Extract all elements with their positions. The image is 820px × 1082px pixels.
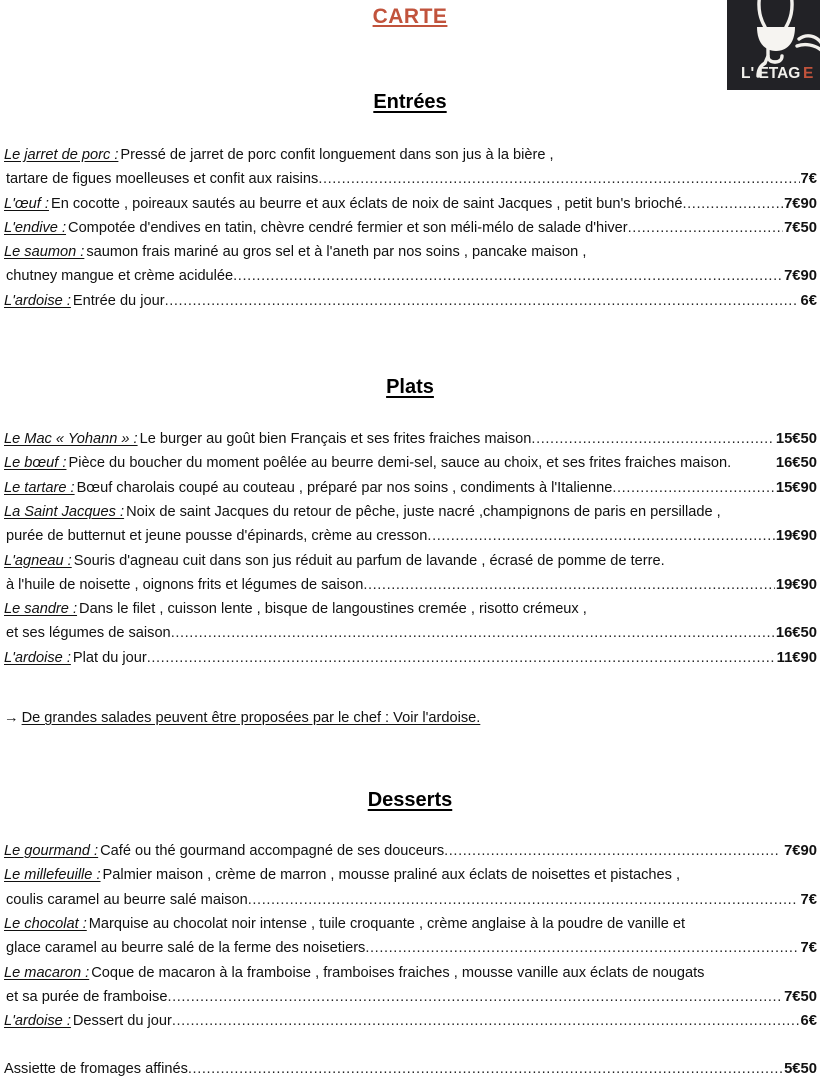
dish-description: saumon frais mariné au gros sel et à l'aneth par nos soins , pancake maison ,: [86, 244, 587, 261]
dish-price: 7€: [800, 940, 817, 957]
dish-description: Compotée d'endives en tatin, chèvre cendré fermier et son méli-mélo de salade d'hiver: [68, 219, 628, 236]
arrow-icon: →: [4, 710, 19, 727]
dish-description: Le burger au goût bien Français et ses frites fraiches maison: [139, 431, 532, 448]
dish-description: Plat du jour: [72, 649, 147, 666]
dish-description: coulis caramel au beurre salé maison: [6, 891, 248, 908]
menu-item-line: [4, 524, 817, 548]
dish-name: L'endive :: [4, 219, 67, 236]
dish-price: 7€50: [784, 219, 817, 236]
dish-name: Le tartare :: [4, 479, 75, 496]
dish-name: Le saumon :: [4, 244, 85, 261]
menu-item-line: [4, 216, 817, 240]
dot-leader: [612, 476, 774, 500]
menu-item-line: [4, 839, 817, 863]
dot-leader: [365, 936, 796, 960]
salad-note: [0, 706, 820, 730]
dot-leader: [171, 621, 775, 645]
menu-item-line: [4, 961, 817, 985]
dot-leader: [172, 1009, 800, 1033]
dish-description: glace caramel au beurre salé de la ferme des noisetiers: [6, 940, 366, 957]
dish-description: Marquise au chocolat noir intense , tuile croquante , crème anglaise à la poudre de vanille et: [88, 915, 686, 932]
dish-name: Le chocolat :: [4, 915, 87, 932]
dish-price: 6€: [800, 292, 817, 309]
menu-item-line: [4, 143, 817, 167]
menu-item-line: [4, 888, 817, 912]
dish-description: purée de butternut et jeune pousse d'épinards, crème au cresson: [6, 528, 428, 545]
dish-description: Entrée du jour: [72, 292, 165, 309]
dot-leader: [147, 646, 776, 670]
dish-name: Le sandre :: [4, 601, 78, 618]
menu-item-line: [4, 573, 817, 597]
dish-description: Dessert du jour: [72, 1013, 172, 1030]
dish-name: L'agneau :: [4, 552, 72, 569]
dish-price: 19€90: [775, 528, 817, 545]
dish-name: Le macaron :: [4, 964, 90, 981]
menu-item-line: [4, 192, 817, 216]
dish-description: Pièce du boucher du moment poêlée au beurre demi-sel, sauce au choix, et ses frites fraiches maison.: [68, 455, 732, 472]
dish-price: 5€50: [784, 1061, 817, 1078]
menu-item-line: [4, 427, 817, 451]
section-heading-entrees: Entrées: [373, 91, 447, 113]
dot-leader: [628, 216, 783, 240]
dish-price: 7€: [800, 171, 817, 188]
dish-price: 16€50: [775, 455, 817, 472]
menu-list-plats: [0, 427, 820, 670]
dish-description: Souris d'agneau cuit dans son jus réduit au parfum de lavande , écrasé de pomme de terre.: [73, 552, 665, 569]
dot-leader: [427, 524, 774, 548]
menu-item-line: [4, 985, 817, 1009]
dish-description: Bœuf charolais coupé au couteau , préparé par nos soins , condiments à l'Italienne: [76, 479, 613, 496]
dish-price: 15€90: [775, 479, 817, 496]
dish-price: 11€90: [776, 649, 817, 666]
menu-item-line: [4, 264, 817, 288]
dot-leader: [188, 1057, 783, 1081]
menu-item-line: [4, 646, 817, 670]
dot-leader: [167, 985, 783, 1009]
menu-item-line: [4, 863, 817, 887]
dish-price: 16€50: [775, 625, 817, 642]
dot-leader: [444, 839, 780, 863]
dot-leader: [682, 192, 783, 216]
svg-text:E: E: [803, 65, 814, 82]
menu-item-line-cheese: [4, 1057, 817, 1081]
dish-description: En cocotte , poireaux sautés au beurre et aux éclats de noix de saint Jacques , petit bun's brioché: [50, 195, 683, 212]
menu-item-line: [4, 912, 817, 936]
dish-description: chutney mangue et crème acidulée: [6, 268, 234, 285]
menu-item-line: [4, 621, 817, 645]
section-heading-desserts: Desserts: [367, 789, 453, 812]
dish-name: L'ardoise :: [4, 649, 71, 666]
section-heading-plats: Plats: [386, 376, 434, 399]
salad-note-text: De grandes salades peuvent être proposées par le chef : Voir l'ardoise.: [21, 710, 481, 727]
menu-item-line: [4, 549, 817, 573]
dot-leader: [531, 427, 771, 451]
dish-name: Le gourmand :: [4, 843, 99, 860]
dish-name: Le jarret de porc :: [4, 147, 119, 163]
dish-description: Dans le filet , cuisson lente , bisque de langoustines cremée , risotto crémeux ,: [79, 601, 587, 618]
dish-name: Le bœuf :: [4, 455, 67, 472]
dot-leader: [165, 289, 797, 313]
dish-description: à l'huile de noisette , oignons frits et légumes de saison: [6, 576, 364, 593]
menu-item-line: [4, 240, 817, 264]
menu-item-line: [4, 936, 817, 960]
dot-leader: [233, 264, 783, 288]
dish-price: 15€50: [775, 431, 817, 448]
menu-item-line: [4, 476, 817, 500]
menu-item-line: [4, 167, 817, 191]
dish-name: L'ardoise :: [4, 292, 71, 309]
dish-description: tartare de figues moelleuses et confit aux raisins: [6, 171, 319, 188]
dot-leader: [248, 888, 797, 912]
svg-text:L' ÉTAG: L' ÉTAG: [741, 65, 801, 82]
menu-item-line: [4, 451, 817, 475]
dish-description: Palmier maison , crème de marron , mousse praliné aux éclats de noisettes et pistaches ,: [102, 867, 681, 884]
dish-name: Le millefeuille :: [4, 867, 101, 884]
menu-list-entrees: [0, 143, 820, 313]
dish-price: 7€: [800, 891, 817, 908]
dish-price: 7€50: [784, 988, 817, 1005]
dish-price: 6€: [800, 1013, 817, 1030]
dish-name: L'ardoise :: [4, 1013, 71, 1030]
menu-item-line: [4, 500, 817, 524]
dish-price: 7€90: [784, 195, 817, 212]
restaurant-logo: [727, 0, 820, 90]
dish-description: et sa purée de framboise: [6, 988, 168, 1005]
menu-item-line: [4, 289, 817, 313]
dish-name: La Saint Jacques :: [4, 503, 125, 520]
menu-item-line: [4, 1009, 817, 1033]
dish-price: 7€90: [784, 843, 817, 860]
menu-list-desserts: [0, 839, 820, 1082]
dish-description: Café ou thé gourmand accompagné de ses douceurs: [100, 843, 445, 860]
menu-item-line: [4, 597, 817, 621]
dot-leader: [363, 573, 775, 597]
page-title: CARTE: [372, 5, 448, 28]
dish-name-cheese: Assiette de fromages affinés: [4, 1061, 188, 1078]
dish-description: Coque de macaron à la framboise , framboises fraiches , mousse vanille aux éclats de nougats: [91, 964, 705, 981]
dish-price: 19€90: [775, 576, 817, 593]
dot-leader: [318, 167, 799, 191]
dish-name: Le Mac « Yohann » :: [4, 431, 138, 448]
dish-description: et ses légumes de saison: [6, 625, 171, 642]
dish-description: Noix de saint Jacques du retour de pêche, juste nacré ,champignons de paris en persillade ,: [126, 503, 721, 520]
dish-price: 7€90: [784, 268, 817, 285]
dish-name: L'œuf :: [4, 195, 49, 212]
dish-description: Pressé de jarret de porc confit longuement dans son jus à la bière ,: [120, 147, 554, 163]
